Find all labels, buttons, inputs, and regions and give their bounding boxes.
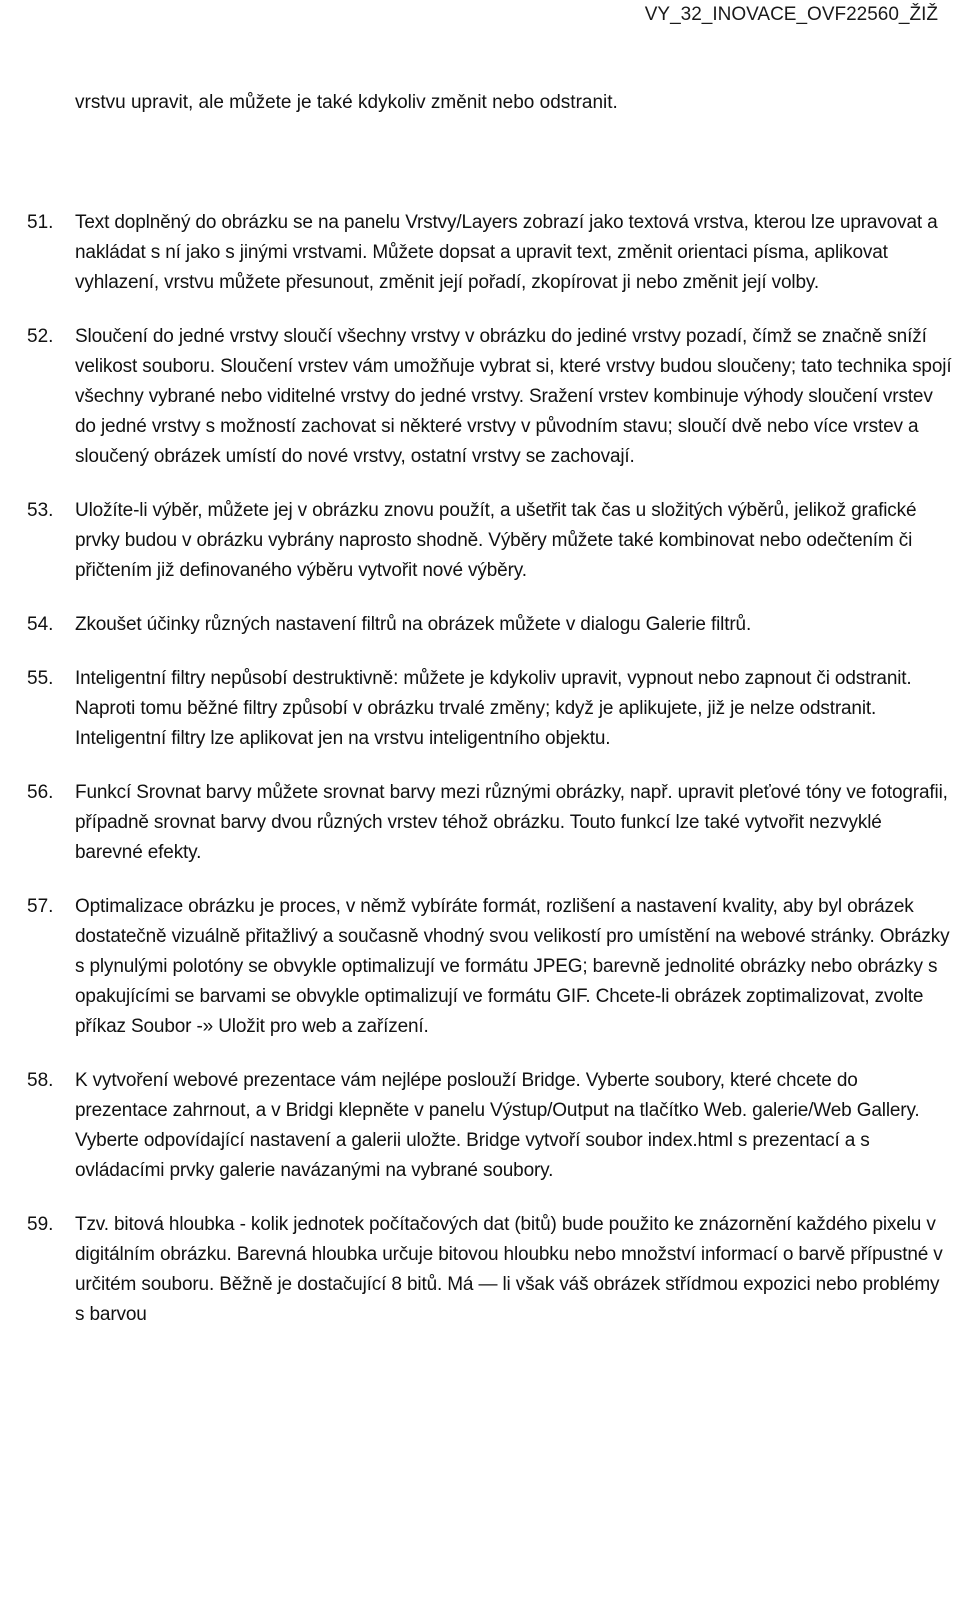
item-text: Tzv. bitová hloubka - kolik jednotek počítačových dat (bitů) bude použito ke znázornění každého pixelu v digitálním obrázku. Barevná hloubka určuje bitovou hloubku nebo množství informací o barvě přípustné v určitém souboru. Běžně je dostačující 8 bitů. Má — li však váš obrázek střídmou expozici nebo problémy s barvou	[75, 1214, 943, 1325]
item-number: 58.	[27, 1070, 54, 1091]
intro-paragraph: vrstvu upravit, ale můžete je také kdykoliv změnit nebo odstranit.	[75, 92, 618, 113]
item-number: 53.	[27, 500, 54, 521]
item-text: Funkcí Srovnat barvy můžete srovnat barvy mezi různými obrázky, např. upravit pleťové tóny ve fotografii, případně srovnat barvy dvou různých vrstev téhož obrázku. Touto funkcí lze také vytvořit nezvyklé barevné efekty.	[75, 782, 948, 863]
list-item	[27, 1210, 952, 1330]
item-text: K vytvoření webové prezentace vám nejlépe poslouží Bridge. Vyberte soubory, které chcete do prezentace zahrnout, a v Bridgi klepněte v panelu Výstup/Output na tlačítko Web. galerie/Web Gallery. Vyberte odpovídající nastavení a galerii uložte. Bridge vytvoří soubor index.html s prezentací a s ovládacími prvky galerie navázanými na vybrané soubory.	[75, 1070, 920, 1181]
item-number: 59.	[27, 1214, 54, 1235]
list-item	[27, 208, 952, 298]
list-item	[27, 610, 952, 640]
item-text: Optimalizace obrázku je proces, v němž vybíráte formát, rozlišení a nastavení kvality, aby byl obrázek dostatečně vizuálně přitažlivý a současně vhodný svou velikostí pro umístění na webové stránky. Obrázky s plynulými polotóny se obvykle optimalizují ve formátu JPEG; barevně jednolité obrázky nebo obrázky s opakujícími se barvami se obvykle optimalizují ve formátu GIF. Chcete-li obrázek zoptimalizovat, zvolte příkaz Soubor -» Uložit pro web a zařízení.	[75, 896, 950, 1037]
list-item	[27, 322, 952, 472]
list-item	[27, 664, 952, 754]
list-item	[27, 892, 952, 1042]
list-item	[27, 778, 952, 868]
numbered-list	[27, 208, 952, 1354]
item-text: Text doplněný do obrázku se na panelu Vrstvy/Layers zobrazí jako textová vrstva, kterou lze upravovat a nakládat s ní jako s jinými vrstvami. Můžete dopsat a upravit text, změnit orientaci písma, aplikovat vyhlazení, vrstvu můžete přesunout, změnit její pořadí, zkopírovat ji nebo změnit její volby.	[75, 212, 938, 293]
list-item	[27, 1066, 952, 1186]
item-number: 57.	[27, 896, 54, 917]
item-number: 51.	[27, 212, 54, 233]
item-number: 52.	[27, 326, 54, 347]
list-item	[27, 496, 952, 586]
item-number: 54.	[27, 614, 54, 635]
item-text: Inteligentní filtry nepůsobí destruktivně: můžete je kdykoliv upravit, vypnout nebo zapnout či odstranit. Naproti tomu běžné filtry způsobí v obrázku trvalé změny; když je aplikujete, již je nelze odstranit. Inteligentní filtry lze aplikovat jen na vrstvu inteligentního objektu.	[75, 668, 912, 749]
item-number: 56.	[27, 782, 54, 803]
item-number: 55.	[27, 668, 54, 689]
document-code-header: VY_32_INOVACE_OVF22560_ŽIŽ	[644, 4, 938, 25]
item-text: Sloučení do jedné vrstvy sloučí všechny vrstvy v obrázku do jediné vrstvy pozadí, čímž se značně sníží velikost souboru. Sloučení vrstev vám umožňuje vybrat si, které vrstvy budou sloučeny; tato technika spojí všechny vybrané nebo viditelné vrstvy do jedné vrstvy. Sražení vrstev kombinuje výhody sloučení vrstev do jedné vrstvy s možností zachovat si některé vrstvy v původním stavu; sloučí dvě nebo více vrstev a sloučený obrázek umístí do nové vrstvy, ostatní vrstvy se zachovají.	[75, 326, 952, 467]
item-text: Zkoušet účinky různých nastavení filtrů na obrázek můžete v dialogu Galerie filtrů.	[75, 614, 752, 635]
item-text: Uložíte-li výběr, můžete jej v obrázku znovu použít, a ušetřit tak čas u složitých výběrů, jelikož grafické prvky budou v obrázku vybrány naprosto shodně. Výběry můžete také kombinovat nebo odečtením či přičtením již definovaného výběru vytvořit nové výběry.	[75, 500, 917, 581]
